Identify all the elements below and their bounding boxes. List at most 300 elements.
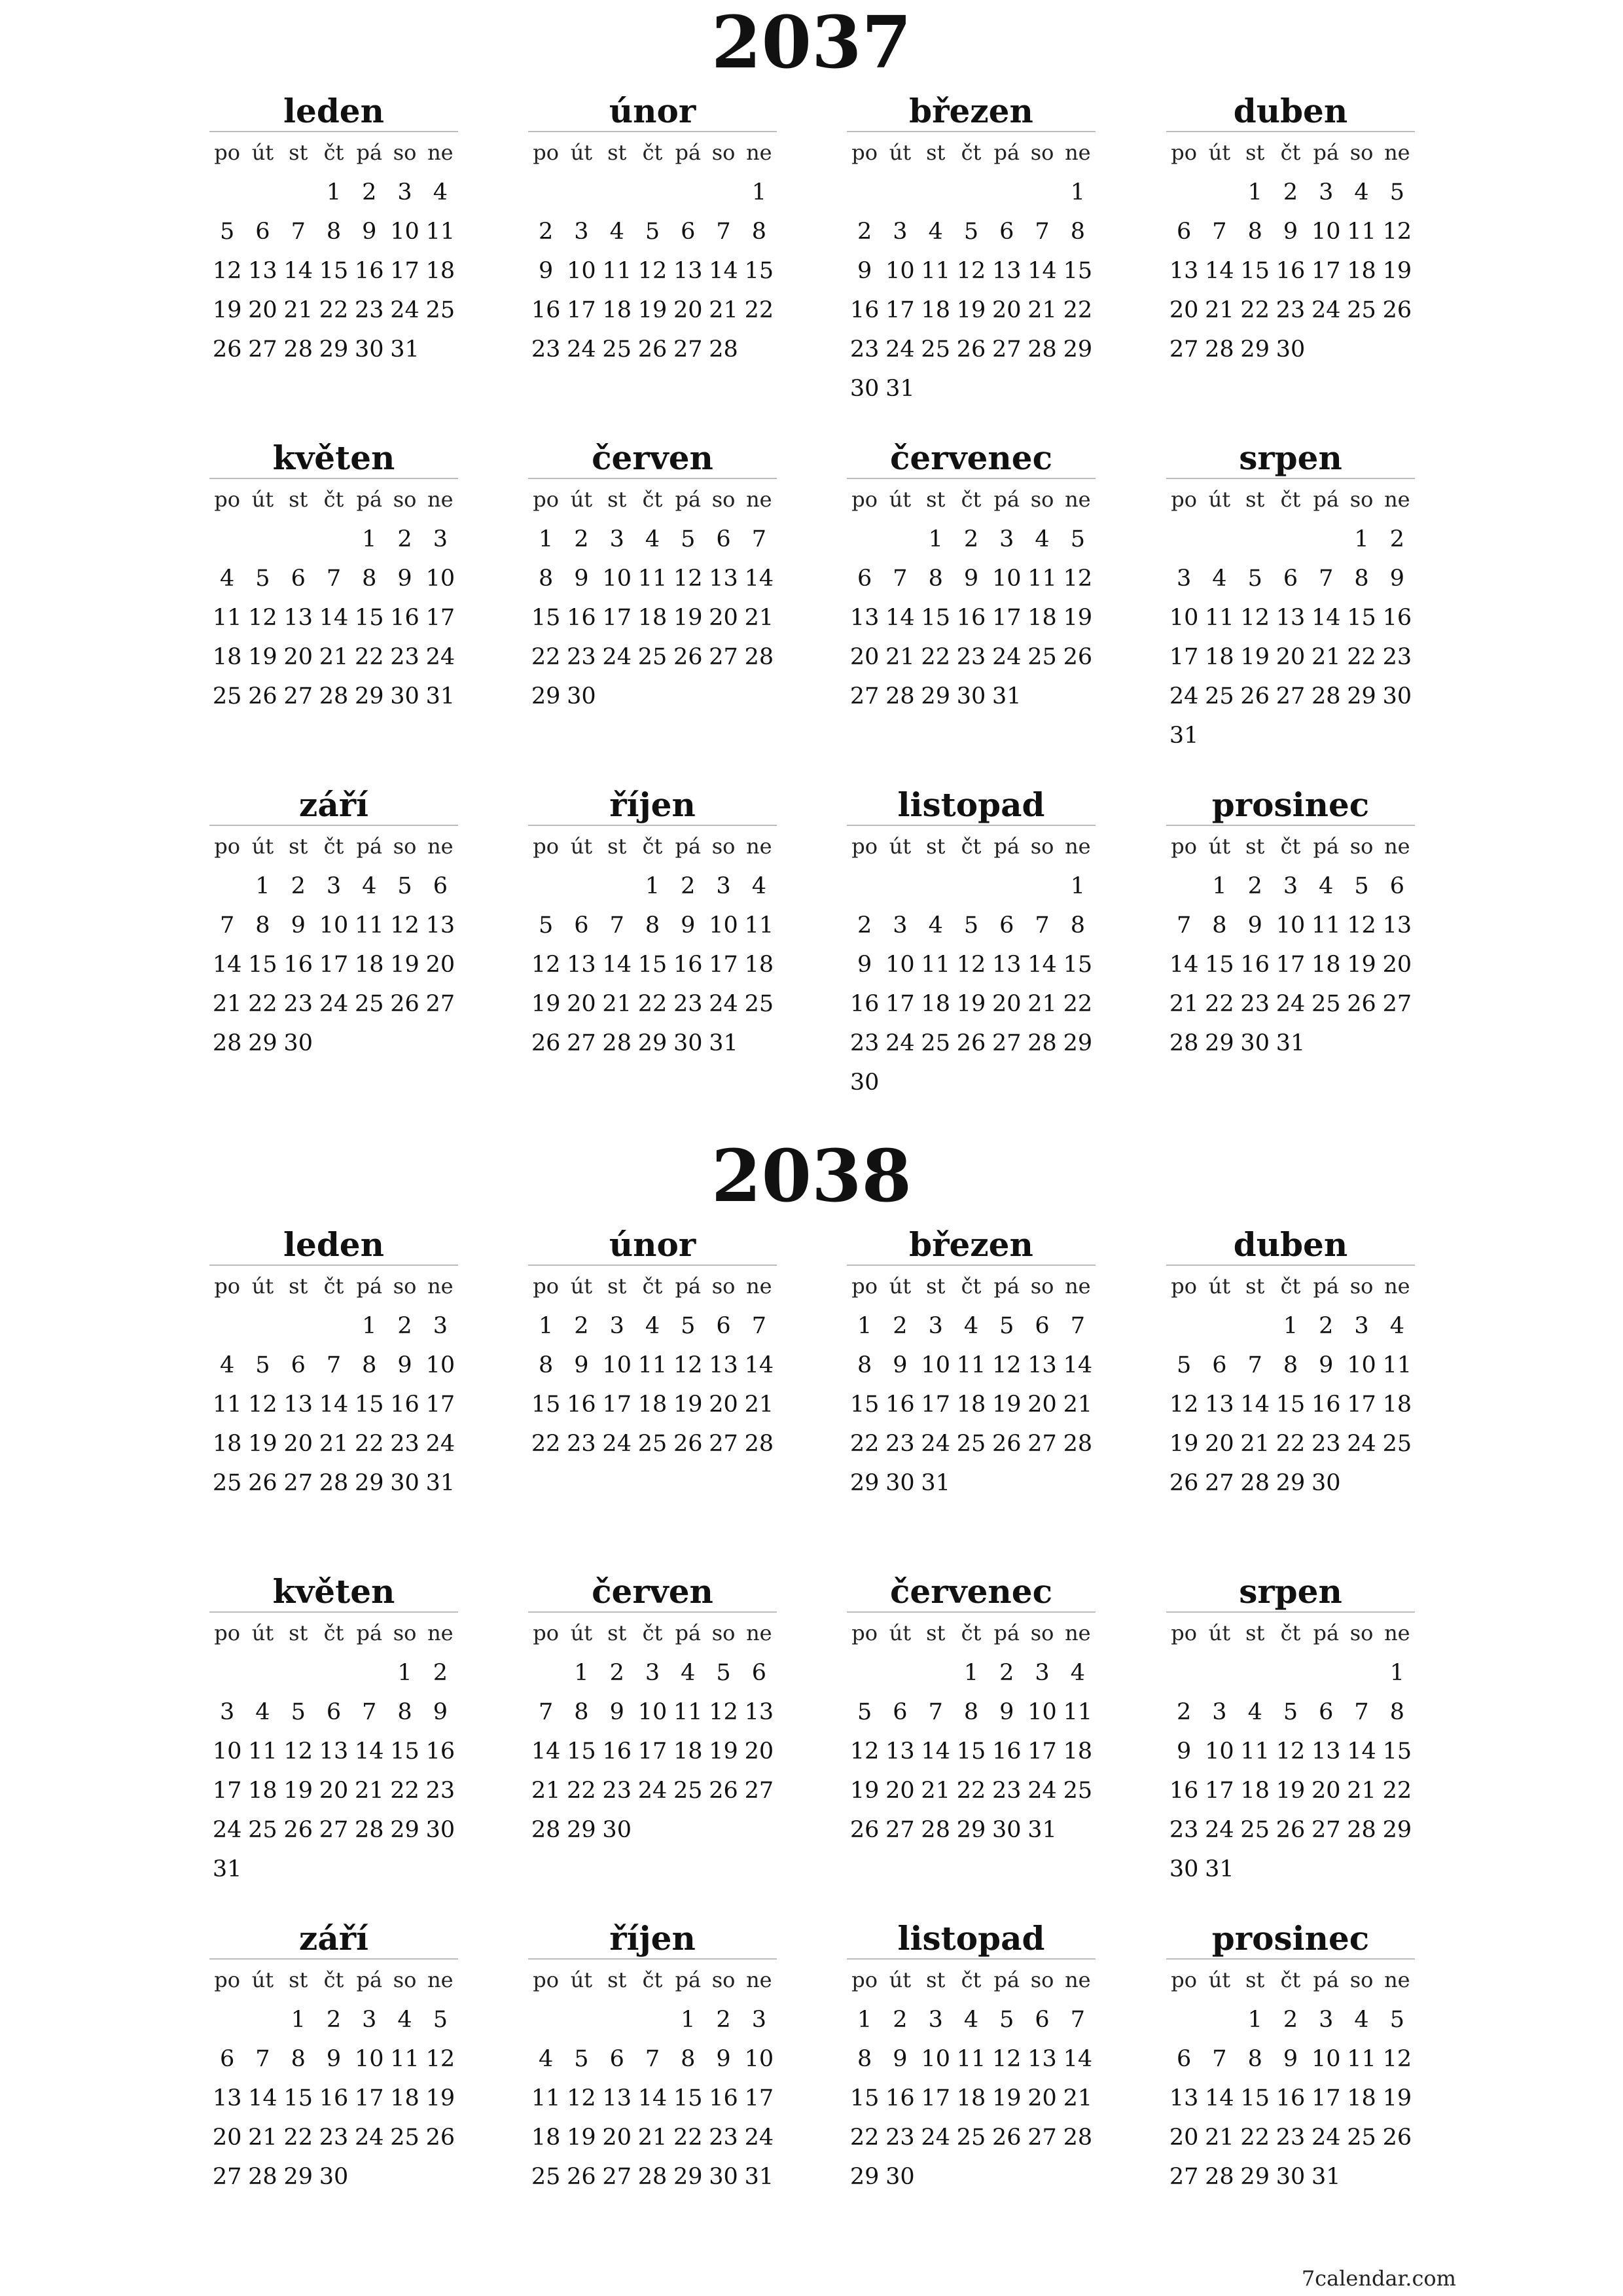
day-cell: 6 [681,219,696,245]
day-cell: 7 [326,1352,342,1378]
weekday-label: ne [1065,140,1091,165]
month-name: srpen [1239,1572,1342,1611]
weekday-label: so [711,1621,736,1645]
day-cell: 1 [326,179,342,206]
week-row [528,1653,777,1693]
day-cell: 8 [857,2046,872,2072]
week-row [209,330,458,369]
day-cell: 16 [390,1391,419,1418]
week-row [528,291,777,330]
day-cell: 9 [397,565,412,592]
day-cell: 17 [1027,1738,1057,1765]
week-row [847,598,1096,637]
day-cell: 8 [681,2046,696,2072]
weekday-label: pá [356,1967,383,1992]
weekday-label: st [926,834,946,859]
day-cell: 18 [1311,952,1341,978]
empty-cell [954,867,989,906]
weekday-label: út [1208,487,1231,512]
day-cell: 13 [283,1391,313,1418]
day-cell: 10 [425,565,455,592]
week-row [847,1653,1096,1693]
day-cell: 9 [681,912,696,939]
day-cell: 12 [248,605,277,631]
day-cell: 21 [921,1778,950,1804]
weekday-label: so [1030,834,1054,859]
day-cell: 8 [1247,2046,1262,2072]
day-cell: 28 [212,1030,242,1056]
day-cell: 16 [849,991,880,1017]
day-cell: 8 [645,912,660,939]
day-cell: 25 [956,2125,986,2151]
weekday-label: út [1208,140,1231,165]
month-block [1166,92,1415,369]
day-cell: 13 [709,565,738,592]
day-cell: 22 [390,1778,419,1804]
day-cell: 18 [1063,1738,1093,1765]
empty-cell [989,2157,1024,2197]
day-cell: 11 [921,952,950,978]
empty-cell [528,1653,563,1693]
day-cell: 4 [645,1313,660,1339]
week-row [528,2157,777,2197]
month-grid [209,479,458,716]
weekday-label: po [214,834,241,859]
day-cell: 17 [425,605,455,631]
empty-cell [1060,1063,1096,1102]
day-cell: 3 [1319,2007,1334,2033]
month-name: květen [272,1572,395,1611]
day-cell: 2 [362,179,377,206]
day-cell: 19 [991,2085,1022,2111]
day-cell: 19 [1063,605,1093,631]
day-cell: 23 [567,644,596,670]
day-cell: 27 [1027,1431,1057,1457]
weekday-label: ne [746,140,772,165]
empty-cell [281,520,316,559]
day-cell: 25 [354,991,384,1017]
day-cell: 8 [291,2046,306,2072]
day-cell: 12 [1063,565,1093,592]
month-block [1166,785,1415,1063]
day-cell: 16 [567,605,596,631]
day-cell: 8 [1354,565,1369,592]
day-cell: 23 [425,1778,455,1804]
month-block [847,1919,1096,2197]
day-cell: 15 [319,258,349,284]
day-cell: 28 [1240,1470,1270,1496]
empty-cell [316,1653,351,1693]
day-cell: 22 [319,297,349,323]
day-cell: 16 [1275,2085,1306,2111]
day-cell: 16 [1240,952,1270,978]
weekday-label: po [1171,1621,1198,1645]
empty-cell [281,173,316,212]
empty-cell [1024,1463,1060,1503]
day-cell: 29 [1382,1817,1412,1843]
day-cell: 27 [248,336,277,363]
day-cell: 12 [956,952,986,978]
day-cell: 19 [991,1391,1022,1418]
week-row [1166,598,1415,637]
day-cell: 25 [1205,683,1234,709]
day-cell: 4 [928,912,943,939]
month-name: leden [283,92,384,130]
month-name: březen [909,92,1033,130]
day-cell: 17 [744,2085,774,2111]
day-cell: 17 [1311,2085,1341,2111]
weekday-label: so [711,1274,736,1299]
day-cell: 12 [991,1352,1022,1378]
day-cell: 5 [1389,179,1404,206]
day-cell: 26 [1275,1817,1306,1843]
day-cell: 24 [921,1431,950,1457]
weekday-label: po [214,1621,241,1645]
weekday-label: po [214,487,241,512]
day-cell: 25 [637,1431,668,1457]
week-row [528,173,777,212]
day-cell: 17 [921,2085,950,2111]
day-cell: 22 [248,991,277,1017]
empty-cell [989,173,1024,212]
day-cell: 25 [531,2164,561,2190]
day-cell: 25 [1240,1817,1270,1843]
weekday-header-row [847,132,1096,173]
day-cell: 24 [425,1431,455,1457]
day-cell: 18 [390,2085,419,2111]
month-block [528,1572,777,1850]
day-cell: 26 [425,2125,455,2151]
day-cell: 26 [212,336,242,363]
day-cell: 21 [885,644,915,670]
day-cell: 1 [1070,873,1085,899]
weekday-label: pá [675,834,702,859]
day-cell: 13 [1382,912,1412,939]
empty-cell [635,1810,670,1850]
empty-cell [1380,330,1415,369]
empty-cell [1024,677,1060,716]
weekday-header-row [528,1960,777,2000]
day-cell: 27 [709,644,738,670]
week-row [847,1771,1096,1810]
day-cell: 17 [1205,1778,1234,1804]
weekday-label: po [851,487,878,512]
day-cell: 18 [531,2125,561,2151]
week-row [528,2039,777,2079]
day-cell: 24 [354,2125,384,2151]
month-block [528,1225,777,1463]
day-cell: 13 [567,952,596,978]
weekday-header-row [1166,1613,1415,1653]
weekday-label: čt [1280,140,1301,165]
weekday-label: út [251,1274,274,1299]
day-cell: 18 [956,1391,986,1418]
weekday-label: st [926,1621,946,1645]
empty-cell [954,369,989,408]
day-cell: 28 [248,2164,277,2190]
day-cell: 17 [1311,258,1341,284]
weekday-label: ne [1065,1621,1091,1645]
day-cell: 29 [1063,1030,1093,1056]
weekday-label: pá [993,834,1020,859]
weekday-label: st [289,487,308,512]
empty-cell [1273,1653,1308,1693]
day-cell: 7 [1070,1313,1085,1339]
day-cell: 24 [885,1030,915,1056]
day-cell: 7 [1035,219,1050,245]
day-cell: 12 [283,1738,313,1765]
day-cell: 14 [1169,952,1199,978]
week-row [209,1385,458,1424]
day-cell: 23 [1382,644,1412,670]
day-cell: 18 [212,1431,242,1457]
day-cell: 14 [531,1738,561,1765]
week-row [1166,1306,1415,1346]
empty-cell [209,1306,245,1346]
day-cell: 29 [1347,683,1376,709]
weekday-label: út [570,140,593,165]
weekday-label: ne [746,1274,772,1299]
day-cell: 6 [751,1660,766,1686]
day-cell: 10 [1311,219,1341,245]
month-block [847,92,1096,408]
empty-cell [1024,2157,1060,2197]
weekday-label: po [1171,487,1198,512]
day-cell: 17 [921,1391,950,1418]
weekday-label: so [711,140,736,165]
day-cell: 7 [1035,912,1050,939]
day-cell: 8 [539,1352,554,1378]
week-row [528,1346,777,1385]
weekday-label: po [851,1274,878,1299]
weekday-header-row [528,479,777,520]
day-cell: 13 [709,1352,738,1378]
day-cell: 3 [893,219,908,245]
week-row [847,1810,1096,1850]
weekday-label: čt [323,487,344,512]
day-cell: 11 [602,258,632,284]
week-row [1166,173,1415,212]
week-row [209,2157,458,2197]
day-cell: 1 [1354,526,1369,552]
day-cell: 17 [319,952,349,978]
day-cell: 20 [283,1431,313,1457]
day-cell: 22 [849,2125,880,2151]
day-cell: 10 [390,219,419,245]
weekday-label: pá [993,1621,1020,1645]
day-cell: 21 [1311,644,1341,670]
day-cell: 29 [354,1470,384,1496]
day-cell: 11 [248,1738,277,1765]
day-cell: 18 [1347,258,1376,284]
day-cell: 28 [709,336,738,363]
week-row [209,212,458,251]
empty-cell [1166,520,1202,559]
empty-cell [705,1810,741,1850]
day-cell: 8 [326,219,342,245]
day-cell: 10 [709,912,738,939]
day-cell: 6 [1177,2046,1192,2072]
day-cell: 19 [283,1778,313,1804]
weekday-label: pá [356,1621,383,1645]
day-cell: 19 [248,1431,277,1457]
weekday-label: po [214,140,241,165]
weekday-label: čt [961,834,982,859]
day-cell: 26 [1382,2125,1412,2151]
empty-cell [1202,716,1237,755]
weekday-label: so [1349,1967,1374,1992]
empty-cell [599,867,635,906]
day-cell: 14 [1205,258,1234,284]
day-cell: 27 [602,2164,632,2190]
empty-cell [281,1850,316,1889]
day-cell: 5 [681,1313,696,1339]
day-cell: 2 [1319,1313,1334,1339]
day-cell: 13 [1311,1738,1341,1765]
day-cell: 6 [1319,1699,1334,1725]
weekday-label: út [251,1967,274,1992]
day-cell: 27 [673,336,703,363]
day-cell: 7 [893,565,908,592]
day-cell: 16 [709,2085,738,2111]
day-cell: 6 [999,219,1014,245]
empty-cell [1308,1653,1344,1693]
day-cell: 5 [857,1699,872,1725]
day-cell: 30 [1240,1030,1270,1056]
weekday-label: po [533,1621,560,1645]
weekday-label: st [607,834,627,859]
day-cell: 12 [849,1738,880,1765]
day-cell: 7 [539,1699,554,1725]
week-row [1166,716,1415,755]
day-cell: 1 [255,873,270,899]
month-name: červen [592,439,713,477]
week-row [847,1346,1096,1385]
week-row [209,1771,458,1810]
week-row [528,1385,777,1424]
day-cell: 7 [751,526,766,552]
day-cell: 28 [885,683,915,709]
weekday-label: pá [675,140,702,165]
weekday-header-row [528,132,777,173]
day-cell: 5 [433,2007,448,2033]
day-cell: 9 [539,258,554,284]
day-cell: 4 [220,565,235,592]
month-block [209,1572,458,1889]
day-cell: 16 [885,2085,915,2111]
week-row [528,2000,777,2039]
day-cell: 25 [1063,1778,1093,1804]
day-cell: 18 [921,991,950,1017]
weekday-label: ne [1384,1621,1410,1645]
day-cell: 28 [1347,1817,1376,1843]
weekday-label: čt [961,140,982,165]
day-cell: 4 [1319,873,1334,899]
day-cell: 12 [709,1699,738,1725]
week-row [1166,1024,1415,1063]
day-cell: 24 [390,297,419,323]
day-cell: 10 [602,1352,632,1378]
empty-cell [1344,1653,1379,1693]
day-cell: 29 [1063,336,1093,363]
day-cell: 18 [602,297,632,323]
empty-cell [1202,1306,1237,1346]
day-cell: 22 [849,1431,880,1457]
week-row [209,637,458,677]
day-cell: 20 [1027,2085,1057,2111]
weekday-label: ne [746,1967,772,1992]
day-cell: 19 [956,297,986,323]
day-cell: 24 [1027,1778,1057,1804]
day-cell: 29 [921,683,950,709]
weekday-label: ne [427,1274,454,1299]
weekday-label: po [851,1621,878,1645]
day-cell: 25 [1347,2125,1376,2151]
day-cell: 2 [963,526,979,552]
weekday-label: čt [323,1274,344,1299]
day-cell: 30 [283,1030,313,1056]
day-cell: 30 [849,1069,880,1096]
empty-cell [316,520,351,559]
day-cell: 2 [857,219,872,245]
month-name: listopad [897,1919,1045,1958]
week-row [528,1024,777,1063]
day-cell: 16 [531,297,561,323]
empty-cell [1202,173,1237,212]
day-cell: 4 [1212,565,1227,592]
weekday-label: pá [356,487,383,512]
day-cell: 27 [709,1431,738,1457]
day-cell: 10 [212,1738,242,1765]
day-cell: 11 [354,912,384,939]
day-cell: 26 [956,1030,986,1056]
day-cell: 24 [567,336,596,363]
day-cell: 5 [255,1352,270,1378]
day-cell: 6 [291,565,306,592]
day-cell: 14 [1240,1391,1270,1418]
day-cell: 11 [425,219,455,245]
day-cell: 8 [1247,219,1262,245]
day-cell: 11 [212,1391,242,1418]
day-cell: 20 [248,297,277,323]
week-row [209,1424,458,1463]
weekday-header-row [528,826,777,867]
week-row [847,520,1096,559]
weekday-label: út [889,1967,912,1992]
week-row [1166,2039,1415,2079]
day-cell: 11 [531,2085,561,2111]
day-cell: 22 [744,297,774,323]
weekday-label: pá [1313,487,1340,512]
day-cell: 31 [1311,2164,1341,2190]
day-cell: 10 [921,2046,950,2072]
day-cell: 5 [645,219,660,245]
day-cell: 12 [1382,219,1412,245]
day-cell: 22 [1063,991,1093,1017]
day-cell: 7 [1070,2007,1085,2033]
day-cell: 18 [1382,1391,1412,1418]
day-cell: 12 [1382,2046,1412,2072]
day-cell: 29 [849,2164,880,2190]
day-cell: 25 [390,2125,419,2151]
empty-cell [387,1024,422,1063]
empty-cell [1344,1024,1379,1063]
empty-cell [387,1850,422,1889]
empty-cell [847,1653,882,1693]
day-cell: 9 [1283,2046,1298,2072]
weekday-label: čt [961,1274,982,1299]
day-cell: 5 [681,526,696,552]
